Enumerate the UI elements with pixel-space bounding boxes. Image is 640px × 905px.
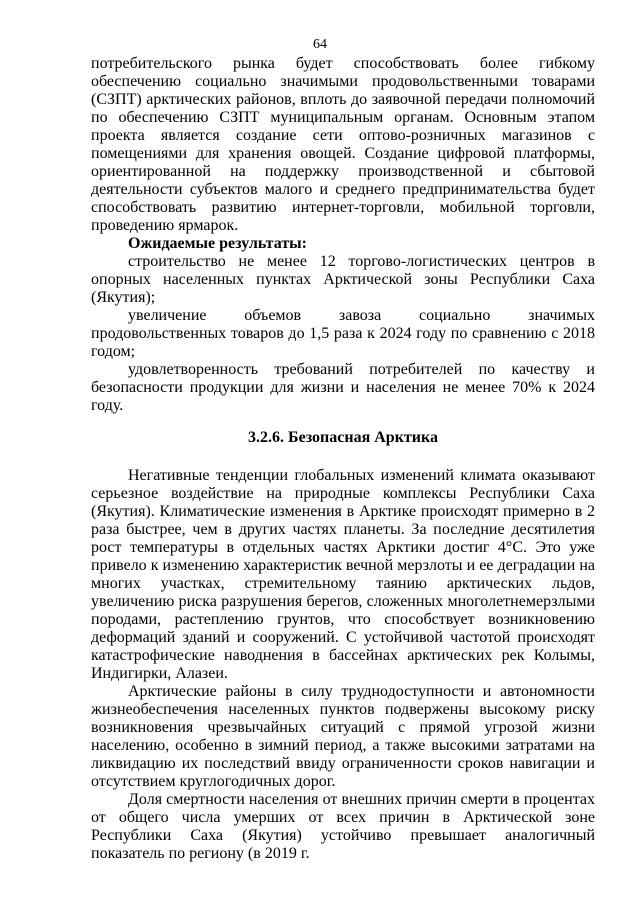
page-number: 64 [313,37,327,52]
expected-results-title: Ожидаемые результаты: [128,235,307,252]
section-heading: 3.2.6. Безопасная Арктика [248,429,438,446]
section-paragraph: Негативные тенденции глобальных изменений климата оказывают серьезное воздействие на природные комплексы Республики Саха (Якутия). Климатические изменения в Арктике происходят примерно в 2 раза быстрее, чем в других частях планеты. За последние десятилетия рост температуры в отдельных частях Арктики достиг 4°С. Это уже привело к изменению характеристик вечной мерзлоты и ее деградации на многих участках, стремительному таянию арктических льдов, увеличению риска разрушения берегов, сложенных многолетнемерзлыми породами, растеплению грунтов, что способствует возникновению деформаций зданий и сооружений. С устойчивой частотой происходят катастрофические наводнения в бассейнах арктических рек Колымы, Индигирки, Алазеи. [91,467,595,682]
page-body [91,55,595,863]
section-paragraph: Арктические районы в силу труднодоступности и автономности жизнеобеспечения населенных пунктов подвержены высокому риску возникновения чрезвычайных ситуаций с прямой угрозой жизни населению, особенно в зимний период, а также высокими затратами на ликвидацию их последствий ввиду ограниченности сроков навигации и отсутствием круглогодичных дорог. [91,683,595,790]
expected-result-item: строительство не менее 12 торгово-логистических центров в опорных населенных пунктах Арктической зоны Республики Саха (Якутия); [91,253,595,306]
section-paragraph: Доля смертности населения от внешних причин смерти в процентах от общего числа умерших от всех причин в Арктической зоне Республики Саха (Якутия) устойчиво превышает аналогичный показатель по региону (в 2019 г. [91,791,595,862]
intro-paragraph: потребительского рынка будет способствовать более гибкому обеспечению социально значимыми продовольственными товарами (СЗПТ) арктических районов, вплоть до заявочной передачи полномочий по обеспечению СЗПТ муниципальным органам. Основным этапом проекта является создание сети оптово-розничных магазинов с помещениями для хранения овощей. Создание цифровой платформы, ориентированной на поддержку производственной и сбытовой деятельности субъектов малого и среднего предпринимательства будет способствовать развитию интернет-торговли, мобильной торговли, проведению ярмарок. [91,55,595,234]
expected-result-item: увеличение объемов завоза социально значимых продовольственных товаров до 1,5 раза к 2024 году по сравнению с 2018 годом; [91,307,595,360]
expected-result-item: удовлетворенность требований потребителей по качеству и безопасности продукции для жизни и населения не менее 70% к 2024 году. [91,361,595,414]
